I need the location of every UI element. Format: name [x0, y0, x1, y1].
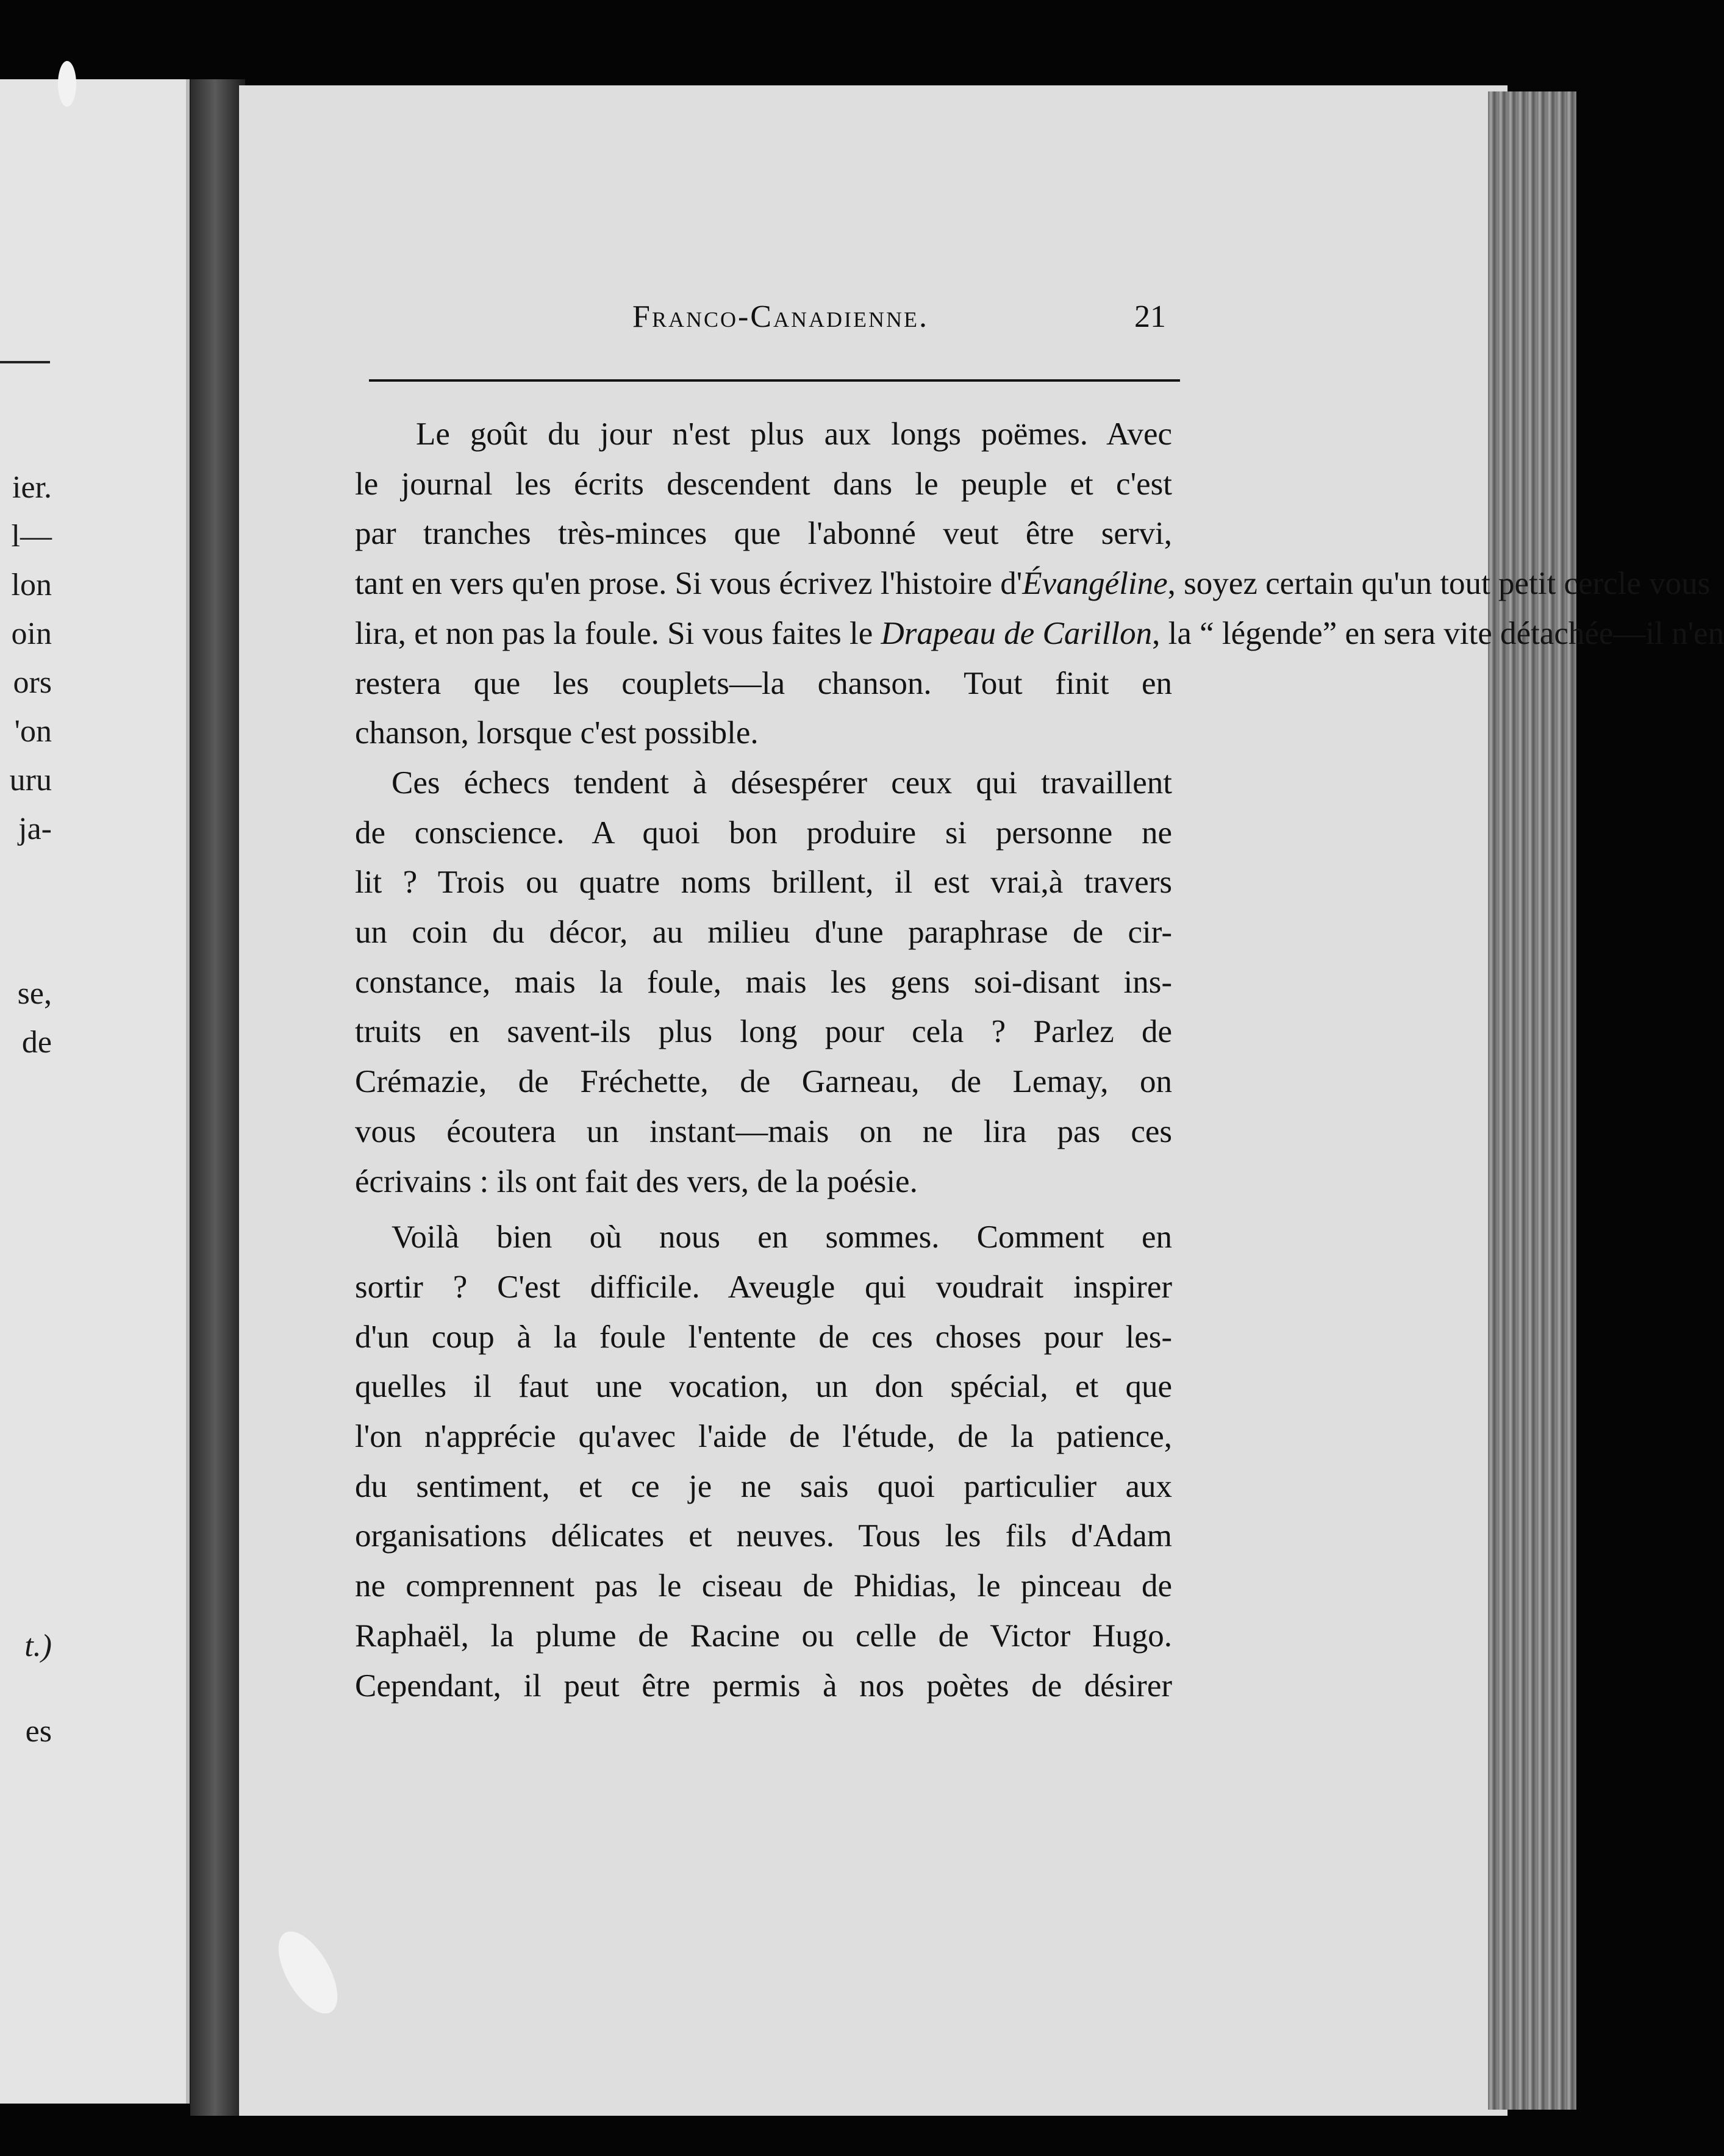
- text-line: truits en savent-ils plus long pour cela ? Parlez de: [355, 1014, 1172, 1050]
- left-fragment: oin: [11, 616, 52, 651]
- text-line: écrivains : ils ont fait des vers, de la poésie.: [355, 1163, 918, 1199]
- left-fragment: es: [25, 1714, 52, 1749]
- text-line: un coin du décor, au milieu d'une paraphrase de cir-: [355, 915, 1172, 951]
- paragraph-1: [355, 410, 1724, 759]
- page-number: 21: [1134, 299, 1166, 334]
- body-text: [355, 410, 1724, 1711]
- left-fragment: uru: [9, 763, 52, 798]
- text-line: Crémazie, de Fréchette, de Garneau, de Lemay, on: [355, 1064, 1172, 1100]
- text-line: vous écoutera un instant—mais on ne lira pas ces: [355, 1113, 1172, 1149]
- left-fragment: de: [21, 1025, 52, 1060]
- left-fragment: ier.: [12, 470, 52, 505]
- text-line: restera que les couplets—la chanson. Tout finit en: [355, 665, 1172, 701]
- paragraph-3: [355, 1213, 1172, 1711]
- book-gutter: [190, 79, 245, 2116]
- text-line: Le goût du jour n'est plus aux longs poëmes. Avec: [416, 416, 1172, 452]
- title-evangeline: Évangéline: [1022, 566, 1168, 602]
- left-fragment: lon: [11, 568, 52, 602]
- text-line: Ces échecs tendent à désespérer ceux qui travaillent: [392, 765, 1172, 801]
- paragraph-2: [355, 759, 1172, 1207]
- text-line: constance, mais la foule, mais les gens soi-disant ins-: [355, 964, 1172, 1000]
- text-line: [355, 559, 1711, 609]
- text-line: Raphaël, la plume de Racine ou celle de Victor Hugo.: [355, 1618, 1172, 1654]
- header-rule: [369, 379, 1180, 382]
- text-line: lit ? Trois ou quatre noms brillent, il est vrai,à travers: [355, 865, 1172, 901]
- left-fragment: se,: [17, 976, 52, 1011]
- left-fragment: ors: [13, 665, 52, 700]
- title-drapeau-de-carillon: Drapeau de Carillon: [881, 615, 1153, 651]
- running-title: Franco-Canadienne.: [632, 299, 929, 334]
- text-line: l'on n'apprécie qu'avec l'aide de l'étude, de la patience,: [355, 1419, 1172, 1455]
- text-line: Cependant, il peut être permis à nos poètes de désirer: [355, 1668, 1172, 1704]
- text-line: d'un coup à la foule l'entente de ces choses pour les-: [355, 1319, 1172, 1355]
- text-line: du sentiment, et ce je ne sais quoi particulier aux: [355, 1468, 1172, 1504]
- left-fragment: t.): [24, 1629, 52, 1663]
- left-fragment: ja-: [18, 812, 52, 846]
- text-line: organisations délicates et neuves. Tous les fils d'Adam: [355, 1518, 1172, 1554]
- left-page: [0, 79, 190, 2104]
- left-page-rule: [0, 361, 50, 363]
- text-line: ne comprennent pas le ciseau de Phidias, le pinceau de: [355, 1568, 1172, 1604]
- text-line: de conscience. A quoi bon produire si personne ne: [355, 815, 1172, 851]
- text-segment: lira, et non pas la foule. Si vous faites le: [355, 615, 873, 651]
- text-line: chanson, lorsque c'est possible.: [355, 715, 759, 751]
- text-line: sortir ? C'est difficile. Aveugle qui voudrait inspirer: [355, 1269, 1172, 1305]
- page-edges: [1488, 91, 1576, 2110]
- text-segment: tant en vers qu'en prose. Si vous écrivez l'histoire d': [355, 566, 1023, 602]
- text-line: Voilà bien où nous en sommes. Comment en: [392, 1219, 1172, 1255]
- paragraph-gap: [355, 1207, 1172, 1213]
- text-line: le journal les écrits descendent dans le peuple et c'est: [355, 466, 1172, 502]
- left-fragment: 'on: [14, 714, 52, 749]
- text-line: par tranches très-minces que l'abonné veut être servi,: [355, 516, 1172, 552]
- left-fragment: l—: [11, 519, 52, 554]
- text-segment: , soyez certain qu'un tout petit cercle vous: [1167, 566, 1711, 602]
- scan-spot: [58, 61, 76, 107]
- text-line: quelles il faut une vocation, un don spécial, et que: [355, 1369, 1172, 1405]
- text-segment: , la “ légende” en sera vite détachée—il n'en: [1152, 615, 1724, 651]
- text-line: [355, 609, 1724, 659]
